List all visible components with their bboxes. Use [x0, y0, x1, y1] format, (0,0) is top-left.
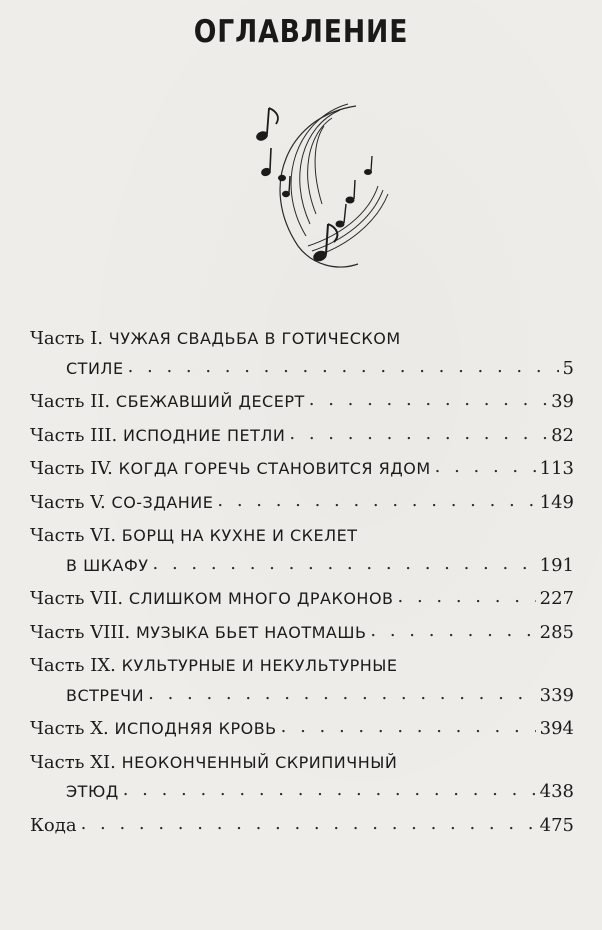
toc-page-number: 82 — [551, 424, 574, 446]
toc-part-label: Часть II. — [30, 391, 111, 412]
toc-page-number: 39 — [551, 391, 574, 412]
toc-leader-dots — [128, 352, 559, 382]
toc-page-number: 438 — [539, 781, 574, 802]
toc-entry-part-1[interactable] — [30, 324, 574, 383]
toc-title-continued: ЭТЮД — [66, 782, 119, 801]
toc-part-label: Часть VII. — [30, 588, 124, 609]
toc-title-continued: ВСТРЕЧИ — [66, 685, 145, 705]
toc-part-label: Часть X. — [30, 718, 109, 739]
toc-part-label: Кода — [30, 814, 77, 836]
toc-leader-dots — [289, 419, 547, 449]
toc-leader-dots — [398, 582, 536, 612]
toc-title: КОГДА ГОРЕЧЬ СТАНОВИТСЯ ЯДОМ — [118, 459, 431, 478]
toc-part-label: Часть III. — [30, 424, 118, 446]
toc-title: ИСПОДНИЕ ПЕТЛИ — [123, 425, 286, 445]
toc-leader-dots — [153, 549, 536, 579]
toc-entry-part-4[interactable] — [30, 454, 574, 484]
toc-part-label: Часть I. — [30, 328, 104, 349]
toc-page-number: 227 — [539, 588, 574, 609]
toc-entry-part-11[interactable] — [30, 748, 574, 807]
toc-title: КУЛЬТУРНЫЕ И НЕКУЛЬТУРНЫЕ — [121, 656, 398, 675]
toc-part-label: Часть VIII. — [30, 621, 131, 643]
toc-leader-dots — [309, 385, 547, 415]
music-notes-icon — [228, 96, 398, 276]
toc-entry-part-10[interactable] — [30, 714, 574, 744]
page-title: ОГЛАВЛЕНИЕ — [193, 14, 409, 50]
toc-entry-part-2[interactable] — [30, 387, 574, 417]
toc-entry-part-6[interactable] — [30, 521, 574, 580]
toc-page-number: 113 — [539, 458, 574, 479]
toc-title: СЛИШКОМ МНОГО ДРАКОНОВ — [128, 589, 394, 608]
toc-entry-part-3[interactable] — [30, 421, 574, 451]
toc-title-continued: СТИЛЕ — [66, 358, 124, 378]
toc-entry-part-7[interactable] — [30, 584, 574, 614]
toc-title: СО-ЗДАНИЕ — [111, 492, 214, 512]
toc-part-label: Часть IV. — [30, 458, 113, 479]
toc-title: ИСПОДНЯЯ КРОВЬ — [114, 719, 277, 738]
toc-leader-dots — [148, 679, 536, 709]
toc-page-number: 149 — [539, 491, 574, 513]
toc-title-continued: В ШКАФУ — [66, 555, 149, 575]
toc-title: СБЕЖАВШИЙ ДЕСЕРТ — [115, 392, 305, 411]
toc-entry-part-9[interactable] — [30, 651, 574, 710]
toc-part-label: Часть V. — [30, 491, 106, 513]
toc-leader-dots — [123, 775, 536, 805]
toc-page-number: 475 — [539, 814, 574, 836]
table-of-contents — [30, 324, 574, 844]
toc-leader-dots — [81, 809, 536, 839]
toc-title: ЧУЖАЯ СВАДЬБА В ГОТИЧЕСКОМ — [108, 329, 401, 348]
toc-part-label: Часть VI. — [30, 525, 117, 546]
toc-leader-dots — [370, 616, 535, 646]
toc-page-number: 285 — [539, 621, 574, 643]
toc-leader-dots — [435, 452, 536, 482]
toc-entry-part-8[interactable] — [30, 618, 574, 648]
toc-entry-coda[interactable] — [30, 811, 574, 841]
toc-title: БОРЩ НА КУХНЕ И СКЕЛЕТ — [121, 526, 358, 545]
toc-page-number: 394 — [539, 718, 574, 739]
toc-entry-part-5[interactable] — [30, 488, 574, 518]
toc-title: МУЗЫКА БЬЕТ НАОТМАШЬ — [136, 622, 367, 642]
toc-leader-dots — [281, 712, 536, 742]
toc-page-number: 191 — [539, 554, 574, 576]
toc-leader-dots — [217, 486, 535, 516]
toc-part-label: Часть IX. — [30, 655, 116, 676]
toc-page-number: 339 — [539, 684, 574, 706]
toc-page-number: 5 — [562, 357, 574, 379]
toc-title: НЕОКОНЧЕННЫЙ СКРИПИЧНЫЙ — [121, 752, 398, 772]
toc-part-label: Часть XI. — [30, 751, 116, 773]
